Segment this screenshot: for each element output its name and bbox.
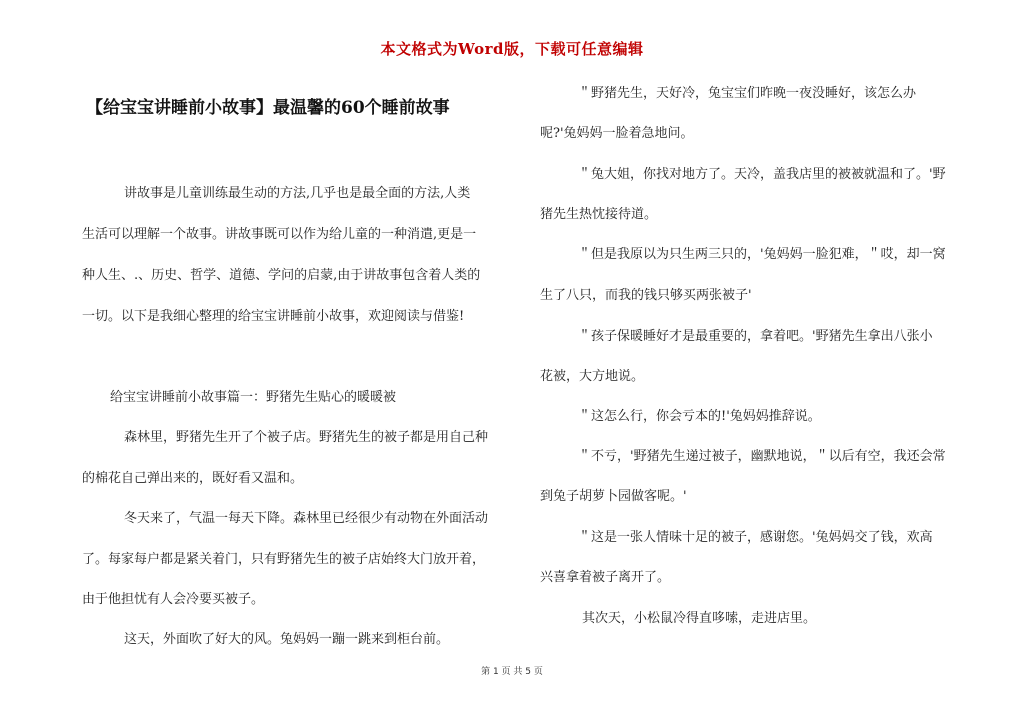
page-footer: 第 1 页 共 5 页 <box>481 667 543 677</box>
paragraph-line: ＂这怎么行，你会亏本的!'兔妈妈推辞说。 <box>578 409 821 424</box>
paragraph-line: 了。每家每户都是紧关着门，只有野猪先生的被子店始终大门放开着， <box>82 552 486 567</box>
paragraph-line: 到兔子胡萝卜园做客呢。' <box>540 489 687 504</box>
paragraph-line: 由于他担忧有人会冷要买被子。 <box>82 592 265 607</box>
paragraph-line: 种人生、.、历史、哲学、道德、学问的启蒙,由于讲故事包含着人类的 <box>82 268 481 283</box>
paragraph-line: ＂孩子保暖睡好才是最重要的，拿着吧。'野猪先生拿出八张小 <box>578 329 933 344</box>
paragraph-line: 生活可以理解一个故事。讲故事既可以作为给儿童的一种消遣,更是一 <box>82 227 477 242</box>
paragraph-line: 一切。以下是我细心整理的给宝宝讲睡前小故事，欢迎阅读与借鉴! <box>82 309 465 324</box>
paragraph-line: 猪先生热忱接待道。 <box>540 207 658 222</box>
paragraph-line: ＂野猪先生，天好冷，兔宝宝们昨晚一夜没睡好，该怎么办 <box>578 86 917 101</box>
paragraph-line: 讲故事是儿童训练最生动的方法,几乎也是最全面的方法,人类 <box>124 186 471 201</box>
paragraph-line: ＂这是一张人情味十足的被子，感谢您。'兔妈妈交了钱，欢高 <box>578 530 933 545</box>
paragraph-line: 花被，大方地说。 <box>540 369 645 384</box>
paragraph-line: 的棉花自己弹出来的，既好看又温和。 <box>82 471 304 486</box>
word-banner: 本文格式为Word版，下载可任意编辑 <box>380 40 644 58</box>
paragraph-line: ＂但是我原以为只生两三只的，'兔妈妈一脸犯难，＂哎，却一窝 <box>578 247 946 262</box>
paragraph-line: 森林里，野猪先生开了个被子店。野猪先生的被子都是用自己种 <box>124 430 489 445</box>
page-title: 【给宝宝讲睡前小故事】最温馨的60个睡前故事 <box>86 98 450 118</box>
paragraph-line: 冬天来了，气温一每天下降。森林里已经很少有动物在外面活动 <box>124 511 489 526</box>
paragraph-line: ＂不亏，'野猪先生递过被子，幽默地说，＂以后有空，我还会常 <box>578 449 946 464</box>
paragraph-line: 其次天，小松鼠冷得直哆嗦，走进店里。 <box>582 611 817 626</box>
paragraph-line: ＂兔大姐，你找对地方了。天冷，盖我店里的被被就温和了。'野 <box>578 167 946 182</box>
paragraph-line: 呢?'兔妈妈一脸着急地问。 <box>540 126 694 141</box>
section-heading: 给宝宝讲睡前小故事篇一：野猪先生贴心的暖暖被 <box>110 390 397 405</box>
paragraph-line: 生了八只，而我的钱只够买两张被子' <box>540 288 752 303</box>
paragraph-line: 这天，外面吹了好大的风。兔妈妈一蹦一跳来到柜台前。 <box>124 632 450 647</box>
paragraph-line: 兴喜拿着被子离开了。 <box>540 570 671 585</box>
